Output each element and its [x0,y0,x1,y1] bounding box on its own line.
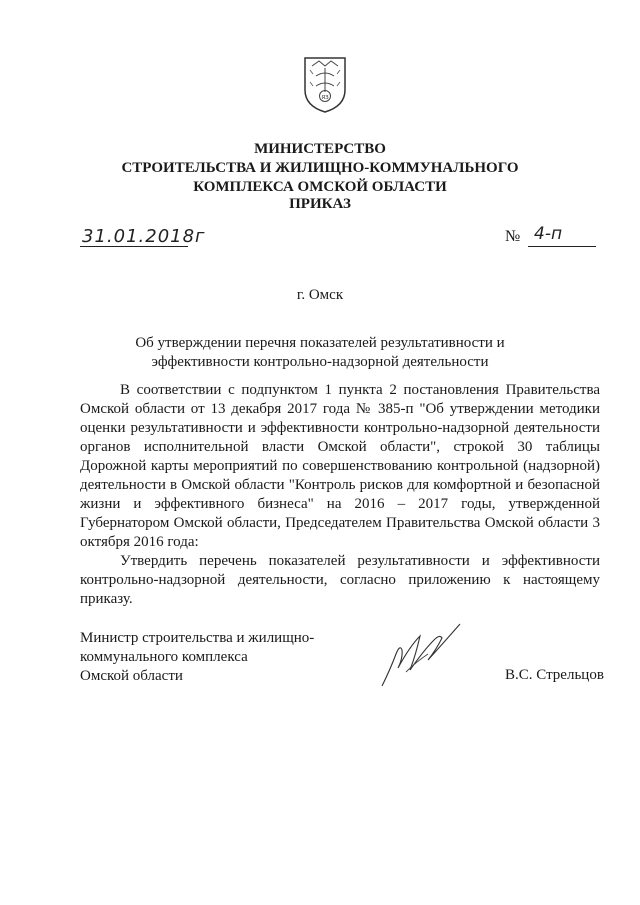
signatory-name: В.С. Стрельцов [505,667,604,683]
document-body [80,381,600,609]
document-number: 4-п [534,224,563,244]
ministry-line-3: КОМПЛЕКСА ОМСКОЙ ОБЛАСТИ [193,179,447,195]
handwritten-signature [376,610,472,690]
city: г. Омск [296,287,344,303]
svg-text:ЯЗ: ЯЗ [321,95,329,101]
date-underline [80,246,188,247]
document-type: ПРИКАЗ [289,196,351,212]
body-paragraph-1: В соответствии с подпунктом 1 пункта 2 постановления Правительства Омской области от 13 декабря 2017 года № 385-п "Об утверждении методики оценки результативности и эффективности контрольно-надзорной деятельности органов исполнительной власти Омской области", строкой 30 таблицы Дорожной карты мероприятий по совершенствованию контрольной (надзорной) деятельности в Омской области "Контроль рисков для комфортной и безопасной жизни и эффективного бизнеса" на 2016 – 2017 годы, утвержденной Губернатором Омской области, Председателем Правительства Омской области 3 октября 2016 года: [80,382,600,550]
ministry-line-1: МИНИСТЕРСТВО [254,141,386,157]
number-underline [528,246,596,247]
signatory-title-line-2: коммунального комплекса [80,649,248,665]
ministry-line-2: СТРОИТЕЛЬСТВА И ЖИЛИЩНО-КОММУНАЛЬНОГО [121,160,519,176]
body-paragraph-2: Утвердить перечень показателей результативности и эффективности контрольно-надзорной деятельности, согласно приложению к настоящему приказу. [80,553,600,607]
signatory-title-line-1: Министр строительства и жилищно- [80,630,315,646]
document-subject: Об утверждении перечня показателей результативности и эффективности контрольно-надзорной деятельности [135,335,505,370]
document-date: 31.01.2018г [82,226,206,247]
signatory-title [80,629,314,686]
coat-of-arms-emblem [302,52,348,114]
signatory-title-line-3: Омской области [80,668,183,684]
number-label: № [505,228,521,245]
